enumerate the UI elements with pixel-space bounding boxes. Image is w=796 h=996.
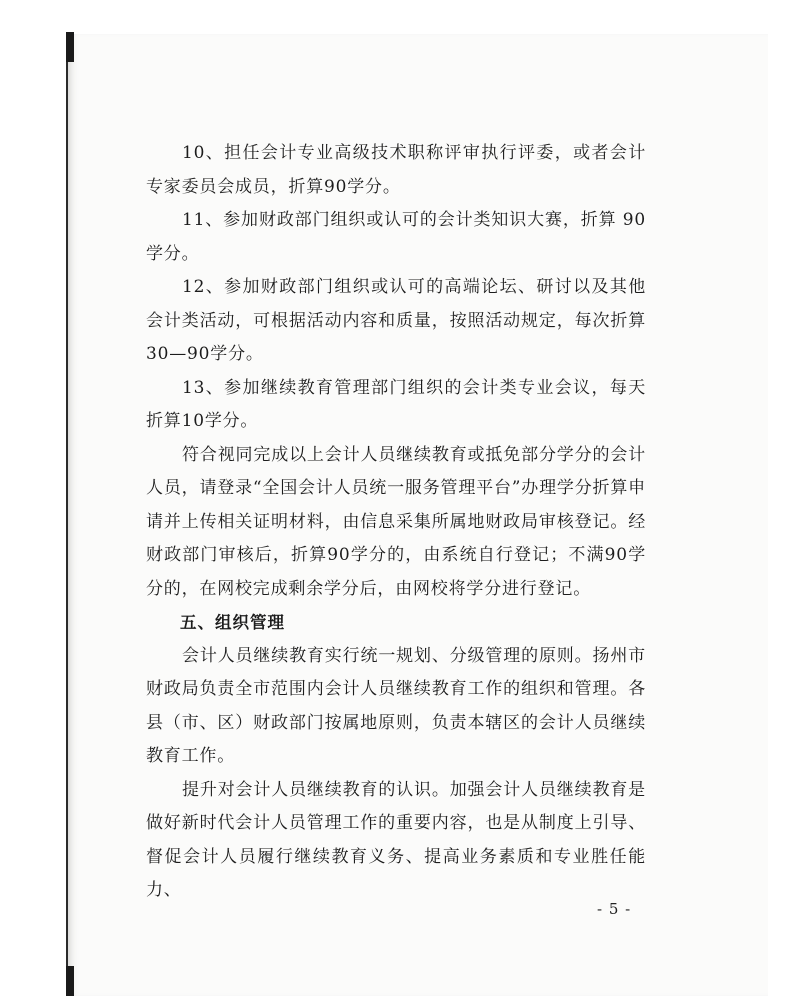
paragraph-item-12: 12、参加财政部门组织或认可的高端论坛、研讨以及其他会计类活动，可根据活动内容和质量，按照活动规定，每次折算30—90学分。 xyxy=(146,277,646,364)
page-number: - 5 - xyxy=(597,900,632,918)
paragraph-awareness: 提升对会计人员继续教育的认识。加强会计人员继续教育是做好新时代会计人员管理工作的重要内容，也是从制度上引导、督促会计人员履行继续教育义务、提高业务素质和专业胜任能力、 xyxy=(146,779,646,900)
document-body xyxy=(146,137,646,908)
paragraph-item-10: 10、担任会计专业高级技术职称评审执行评委，或者会计专家委员会成员，折算90学分。 xyxy=(146,143,646,197)
paragraph-item-11: 11、参加财政部门组织或认可的会计类知识大赛，折算 90学分。 xyxy=(146,210,646,264)
section-heading-organization: 五、组织管理 xyxy=(180,613,285,632)
scan-edge-bottom xyxy=(66,966,74,996)
paragraph-credit-conversion: 符合视同完成以上会计人员继续教育或抵免部分学分的会计人员，请登录“全国会计人员统一服务管理平台”办理学分折算申请并上传相关证明材料，由信息采集所属地财政局审核登记。经财政部门审核后，折算90学分的，由系统自行登记；不满90学分的，在网校完成剩余学分后，由网校将学分进行登记。 xyxy=(146,444,646,599)
scan-edge-top xyxy=(66,32,74,62)
paragraph-management-principle: 会计人员继续教育实行统一规划、分级管理的原则。扬州市财政局负责全市范围内会计人员继续教育工作的组织和管理。各县（市、区）财政部门按属地原则，负责本辖区的会计人员继续教育工作。 xyxy=(146,645,646,766)
paragraph-item-13: 13、参加继续教育管理部门组织的会计类专业会议，每天折算10学分。 xyxy=(146,377,646,431)
